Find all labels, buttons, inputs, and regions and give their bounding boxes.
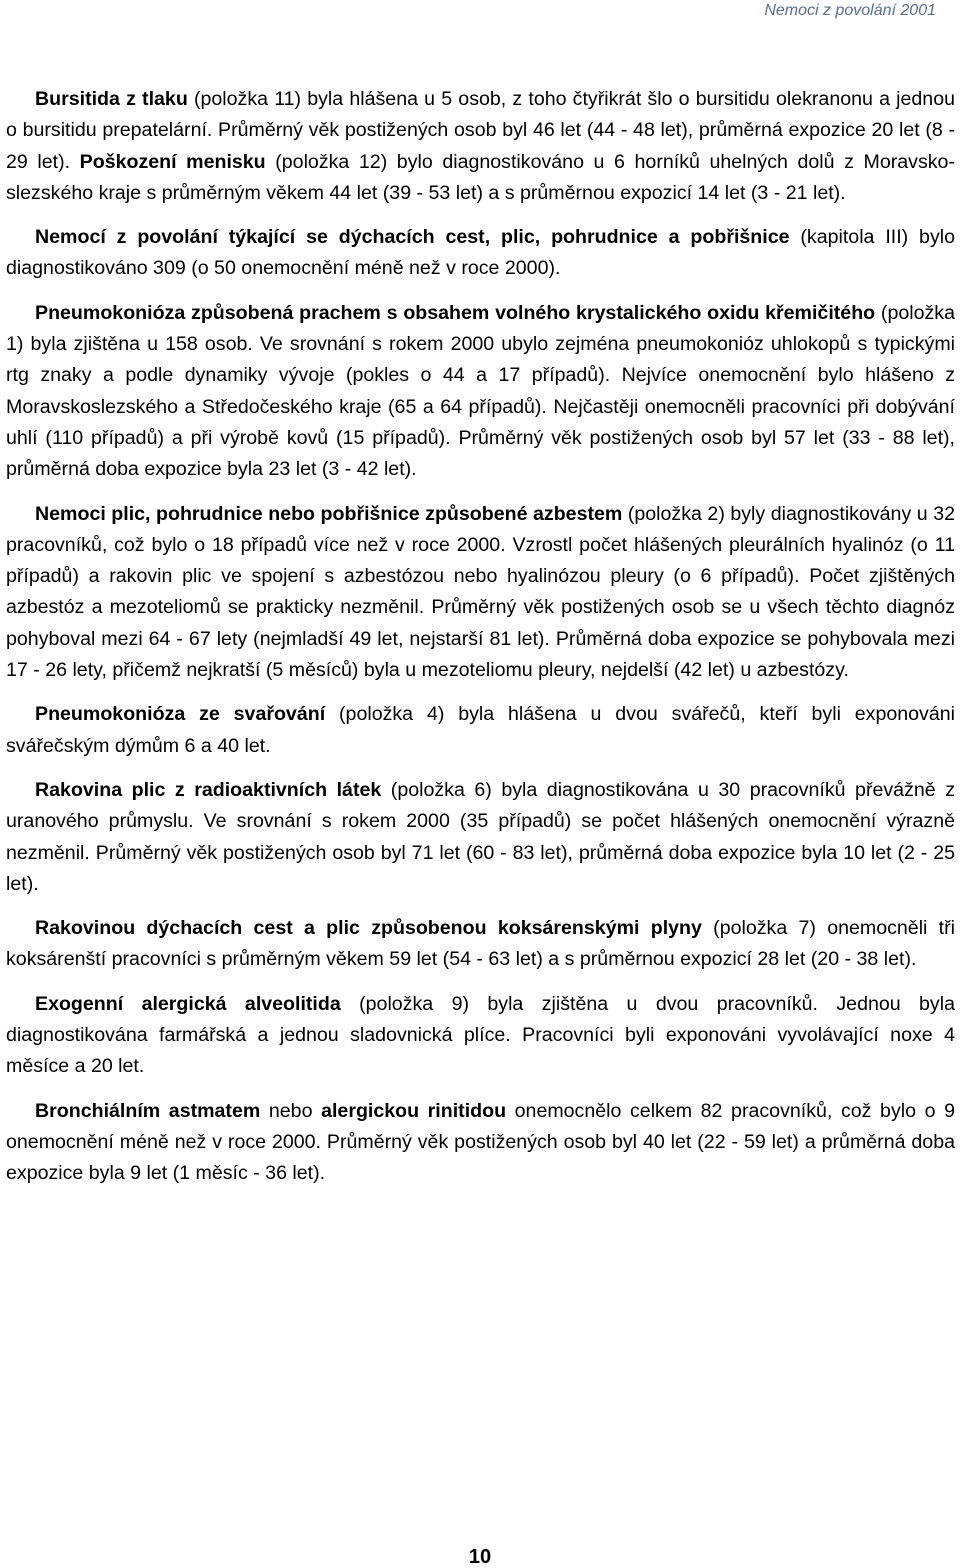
paragraph xyxy=(6,499,955,687)
paragraph xyxy=(6,84,955,209)
bold-term: Nemoci plic, pohrudnice nebo pobřišnice způsobené azbestem xyxy=(35,502,623,525)
bold-term: Rakovinou dýchacích cest a plic způsobenou koksárenskými plyny xyxy=(35,917,702,940)
bold-term: Pneumokonióza způsobená prachem s obsahem volného krystalického oxidu křemičitého xyxy=(35,301,876,324)
paragraph xyxy=(6,913,955,976)
bold-term: Bronchiálním astmatem xyxy=(35,1099,261,1122)
paragraph-text: (položka 12) bylo diagnostikováno u 6 horníků uhelných dolů z Moravskoslezského kraje s průměrným věkem 44 let (39 - 53 let) a s průměrnou expozicí 14 let (3 - 21 let). xyxy=(6,150,955,204)
bold-term: Bursitida z tlaku xyxy=(35,88,188,110)
paragraph-text: (položka 9) byla zjištěna u dvou pracovníků. Jednou byla diagnostikována farmářská a jednou sladovnická plíce. Pracovníci byli exponováni vyvolávající noxe 4 měsíce a 20 let. xyxy=(6,992,955,1078)
bold-term: Exogenní alergická alveolitida xyxy=(35,992,341,1015)
paragraph-text: (položka 4) byla hlášena u dvou svářečů, kteří byli exponováni svářečským dýmům 6 a 40 let. xyxy=(6,703,956,757)
paragraph xyxy=(6,989,955,1083)
paragraph xyxy=(6,222,955,285)
bold-term: Poškození menisku xyxy=(79,150,266,173)
paragraph-text: (položka 7) onemocněli tři koksárenští pracovníci s průměrným věkem 59 let (54 - 63 let) a s průměrnou expozicí 28 let (20 - 38 let). xyxy=(6,917,955,971)
paragraph xyxy=(6,775,955,900)
bold-term: Nemocí z povolání týkající se dýchacích cest, plic, pohrudnice a pobřišnice xyxy=(35,226,790,249)
paragraph xyxy=(6,1096,955,1190)
paragraph-text: (položka 11) byla hlášena u 5 osob, z toho čtyřikrát šlo o bursitidu olekranonu a jednou o bursitidu prepatelární. Průměrný věk postižených osob byl 46 let (44 - 48 let), průměrná expozice 20 let (8 - 29 let). xyxy=(6,88,955,173)
bold-term: Rakovina plic z radioaktivních látek xyxy=(35,778,382,801)
running-header: Nemoci z povolání 2001 xyxy=(764,2,936,19)
paragraph xyxy=(6,298,955,486)
document-body xyxy=(6,84,955,1203)
paragraph xyxy=(6,699,955,762)
page-number: 10 xyxy=(468,1546,492,1568)
paragraph-text: (položka 6) byla diagnostikována u 30 pracovníků převážně z uranového průmyslu. Ve srovnání s rokem 2000 (35 případů) se počet hlášených onemocnění výrazně nezměnil. Průměrný věk postižených osob byl 71 let (60 - 83 let), průměrná doba expozice byla 10 let (2 - 25 let). xyxy=(6,778,955,895)
paragraph-text: (položka 2) byly diagnostikovány u 32 pracovníků, což bylo o 18 případů více než v roce 2000. Vzrostl počet hlášených pleurálních hyalinóz (o 11 případů) a rakovin plic ve spojení s azbestózou nebo hyalinózou pleury (o 6 případů). Počet zjištěných azbestóz a mezoteliomů se prakticky nezměnil. Průměrný věk postižených osob se u všech těchto diagnóz pohyboval mezi 64 - 67 lety (nejmladší 49 let, nejstarší 81 let). Průměrná doba expozice se pohybovala mezi 17 - 26 lety, přičemž nejkratší (5 měsíců) byla u mezoteliomu pleury, nejdelší (42 let) u azbestózy. xyxy=(6,502,955,682)
paragraph-text: (položka 1) byla zjištěna u 158 osob. Ve srovnání s rokem 2000 ubylo zejména pneumokonióz uhlokopů s typickými rtg znaky a podle dynamiky vývoje (pokles o 44 a 17 případů). Nejvíce onemocnění bylo hlášeno z Moravskoslezského a Středočeského kraje (65 a 64 případů). Nejčastěji onemocněli pracovníci při dobývání uhlí (110 případů) a při výrobě kovů (15 případů). Průměrný věk postižených osob byl 57 let (33 - 88 let), průměrná doba expozice byla 23 let (3 - 42 let). xyxy=(6,301,955,481)
paragraph-text: nebo xyxy=(260,1099,322,1122)
bold-term: Pneumokonióza ze svařování xyxy=(35,703,326,726)
paragraph-text: onemocnělo celkem 82 pracovníků, což bylo o 9 onemocnění méně než v roce 2000. Průměrný věk postižených osob byl 40 let (22 - 59 let) a průměrná doba expozice byla 9 let (1 měsíc - 36 let). xyxy=(6,1099,955,1185)
bold-term: alergickou rinitidou xyxy=(321,1099,507,1122)
paragraph-text: (kapitola III) bylo diagnostikováno 309 (o 50 onemocnění méně než v roce 2000). xyxy=(6,226,955,280)
